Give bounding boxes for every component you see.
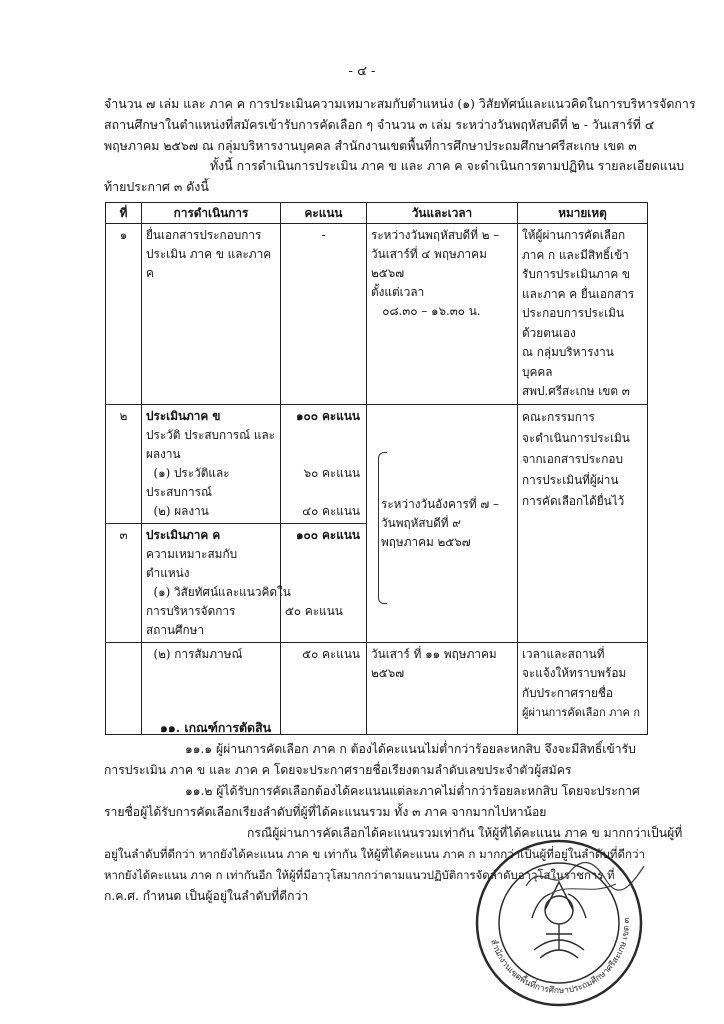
page-number: - ๔ - [348, 64, 376, 79]
col-header-no: ที่ [106, 203, 142, 224]
cell-line: คณะกรรมการ [522, 409, 595, 424]
score-cell: - [281, 224, 367, 405]
cell-line: ผลงาน [146, 446, 181, 461]
col-header-note: หมายเหตุ [518, 203, 648, 224]
cell-line: ณ กลุ่มบริหารงานบุคคล [522, 345, 614, 379]
cell-line: การคัดเลือกได้ยื่นไว้ [522, 493, 625, 508]
cell-line: วันเสาร์ที่ ๔ พฤษภาคม ๒๕๖๗ [371, 247, 487, 280]
cell-line: (๑) วิสัยทัศน์และแนวคิดใน [146, 584, 291, 599]
cell-line: (๑) ประวัติและ [146, 465, 230, 480]
datetime-cell [367, 224, 518, 405]
cell-line: ๕๐ คะแนน [285, 603, 343, 618]
section-title: ๑๑. เกณฑ์การตัดสิน [160, 720, 272, 735]
cell-line: ความเหมาะสมกับตำแหน่ง [146, 546, 238, 580]
cell-line: (๒) การสัมภาษณ์ [146, 646, 243, 661]
cell-line: จากเอกสารประกอบ [522, 451, 623, 466]
cell-line: พฤษภาคม ๒๕๖๗ [381, 534, 471, 549]
cell-line: การประเมินที่ผู้ผ่าน [522, 472, 619, 487]
cell-line: ๑๐๐ คะแนน [296, 527, 360, 542]
row-number: ๒ [106, 404, 142, 523]
cell-line: การบริหารจัดการ [146, 603, 236, 618]
criteria-line: การประเมิน ภาค ข และ ภาค ค โดยจะประกาศรายชื่อเรียงตามลำดับเลขประจำตัวผู้สมัคร [104, 763, 572, 777]
cell-line: สถานศึกษา [146, 622, 205, 637]
cell-line: ยื่นเอกสารประกอบการ [146, 228, 262, 242]
cell-line: รับการประเมินภาค ข [522, 267, 631, 281]
table-header-row [106, 203, 648, 224]
datetime-cell [367, 404, 518, 642]
intro-line: สถานศึกษาในตำแหน่งที่สมัครเข้ารับการคัดเลือก ๆ จำนวน ๓ เล่ม ระหว่างวันพฤหัสบดีที่ ๒ - วันเสาร์ที่ ๔ [104, 117, 655, 132]
action-cell [142, 404, 281, 523]
date-bracket [378, 452, 387, 604]
cell-line: ระหว่างวันอังคารที่ ๗ – [381, 496, 499, 511]
cell-line: ผู้ผ่านการคัดเลือก ภาค ก [522, 706, 641, 719]
note-cell [518, 224, 648, 405]
table-row [106, 224, 648, 405]
col-header-action: การดำเนินการ [142, 203, 281, 224]
criteria-line: รายชื่อผู้ได้รับการคัดเลือกเรียงลำดับที่ผู้ที่ได้คะแนนรวม ทั้ง ๓ ภาค จากมากไปหาน้อย [104, 805, 547, 819]
cell-line: ๖๐ คะแนน [303, 465, 360, 480]
cell-line: ให้ผู้ผ่านการคัดเลือก [522, 228, 626, 242]
official-seal [474, 838, 644, 1008]
cell-line: ด้วยตนเอง [522, 325, 576, 340]
table-row [106, 404, 648, 523]
cell-line: ๑๐๐ คะแนน [296, 408, 360, 423]
cell-line: สพป.ศรีสะเกษ เขต ๓ [522, 384, 630, 398]
criteria-line: ก.ค.ศ. กำหนด เป็นผู้อยู่ในลำดับที่ดีกว่า [104, 889, 309, 903]
cell-line: ระหว่างวันพฤหัสบดีที่ ๒ – [371, 228, 500, 242]
score-cell [281, 642, 367, 734]
col-header-score: คะแนน [281, 203, 367, 224]
criteria-line: ๑๑.๒ ผู้ได้รับการคัดเลือกต้องได้คะแนนแต่ละภาคไม่ต่ำกว่าร้อยละหกสิบ โดยจะประกาศ [185, 784, 640, 798]
cell-line: ประเมิน ภาค ข และภาค ค [146, 247, 272, 280]
cell-line: วันเสาร์ ที่ ๑๑ พฤษภาคม ๒๕๖๗ [371, 646, 497, 680]
action-cell [142, 224, 281, 405]
criteria-line: หากยังได้คะแนน ภาค ก เท่ากันอีก ให้ผู้ที่มีอาวุโสมากกว่าตามแนวปฏิบัติการจัดลำดับอาวุโสในราชการ ที่ [104, 868, 615, 882]
cell-line: กับประกาศรายชื่อ [522, 685, 614, 700]
cell-line: จะแจ้งให้ทราบพร้อม [522, 666, 627, 680]
criteria-line: อยู่ในลำดับที่ดีกว่า หากยังได้คะแนน ภาค ข เท่ากัน ให้ผู้ที่ได้คะแนน ภาค ก มากกว่าเป็นผู้ที่อยู่ในลำดับที่ดีกว่า [104, 847, 646, 861]
cell-line: และภาค ค ยื่นเอกสาร [522, 286, 635, 301]
datetime-cell [367, 642, 518, 734]
score-cell [281, 404, 367, 523]
col-header-datetime: วันและเวลา [367, 203, 518, 224]
cell-line: ๕๐ คะแนน [302, 646, 360, 661]
note-cell [518, 642, 648, 734]
row-number [106, 642, 142, 734]
row-number: ๓ [106, 523, 142, 642]
action-cell [142, 523, 291, 642]
note-cell [518, 404, 648, 642]
score-cell [281, 523, 367, 642]
schedule-intro-line: ทั้งนี้ การดำเนินการประเมิน ภาค ข และ ภาค ค จะดำเนินการตามปฏิทิน รายละเอียดแนบ [210, 158, 685, 173]
row-number: ๑ [106, 224, 142, 405]
cell-line: ๔๐ คะแนน [302, 503, 360, 518]
cell-line: ๐๘.๓๐ – ๑๖.๓๐ น. [371, 304, 481, 318]
intro-line: จำนวน ๗ เล่ม และ ภาค ค การประเมินความเหมาะสมกับตำแหน่ง (๑) วิสัยทัศน์และแนวคิดในการบริหารจัดการ [104, 96, 696, 111]
cell-line: เวลาและสถานที่ [522, 646, 605, 661]
cell-line: ตั้งแต่เวลา [371, 285, 425, 299]
section-heading: ประเมินภาค ข [146, 408, 221, 423]
cell-line: วันพฤหัสบดีที่ ๙ [381, 515, 461, 530]
intro-line: พฤษภาคม ๒๕๖๗ ณ กลุ่มบริหารงานบุคคล สำนักงานเขตพื้นที่การศึกษาประถมศึกษาศรีสะเกษ เขต ๓ [104, 138, 637, 153]
criteria-line: ๑๑.๑ ผู้ผ่านการคัดเลือก ภาค ก ต้องได้คะแนนไม่ต่ำกว่าร้อยละหกสิบ จึงจะมีสิทธิ์เข้ารับ [185, 742, 636, 756]
cell-line: ประสบการณ์ [146, 484, 212, 499]
criteria-line: กรณีผู้ผ่านการคัดเลือกได้คะแนนรวมเท่ากัน ให้ผู้ที่ได้คะแนน ภาค ข มากกว่าเป็นผู้ที่ [247, 826, 683, 840]
seal-text: สำนักงานเขตพื้นที่การศึกษาประถมศึกษาศรีสะเกษ เขต ๓ [488, 917, 633, 997]
section-heading: ประเมินภาค ค [146, 527, 221, 542]
cell-line: (๒) ผลงาน [146, 503, 209, 518]
cell-line: ประวัติ ประสบการณ์ และ [146, 427, 276, 442]
cell-line: ภาค ก และมีสิทธิ์เข้า [522, 247, 629, 262]
schedule-table [105, 202, 648, 735]
cell-line: จะดำเนินการประเมิน [522, 430, 630, 445]
cell-line: ประกอบการประเมิน [522, 306, 625, 320]
schedule-intro-line: ท้ายประกาศ ๓ ดังนี้ [104, 179, 209, 194]
